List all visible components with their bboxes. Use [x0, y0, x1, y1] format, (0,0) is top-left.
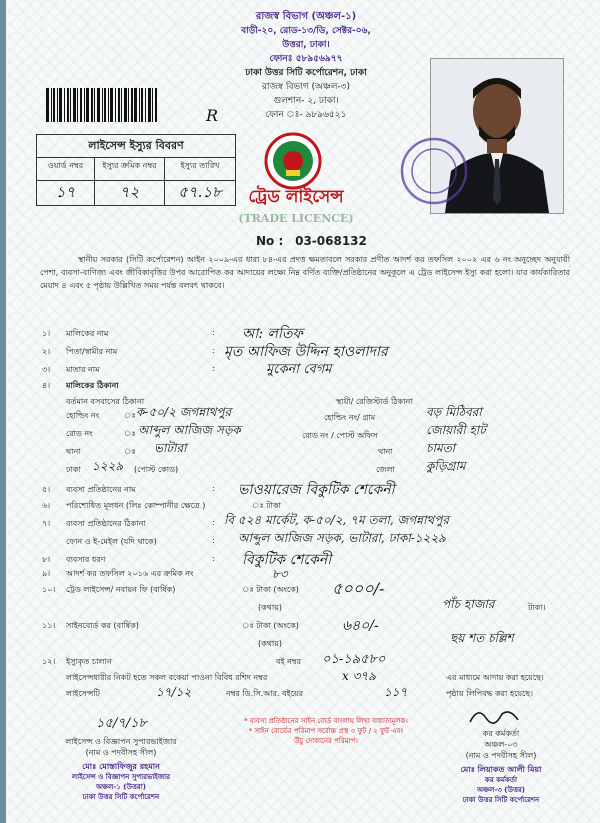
- officer-stamp: [426, 765, 576, 805]
- dcr-value: ১১৭: [384, 685, 408, 699]
- stamp-line: অঞ্চল-৩ (উত্তর): [477, 786, 525, 794]
- round-seal-icon: [399, 136, 469, 206]
- village-label: হোল্ডিং নং/ গ্রাম: [324, 413, 376, 422]
- city-corporation-logo: [264, 132, 322, 190]
- thana-value: ভাটারা: [154, 441, 187, 455]
- authority-line: ফোন ঃ- ৯৮৯৬৫২১: [265, 110, 347, 120]
- supervisor-block: [36, 736, 206, 802]
- thana2-label: থানা: [378, 447, 393, 456]
- officer-block: [426, 728, 576, 805]
- field-label: পরিশোধিত মূলধন (লিঃ কোম্পানীর ক্ষেত্রে ): [66, 501, 206, 510]
- officer-zone: অঞ্চল-০৩: [484, 740, 518, 749]
- field-number: ৩।: [42, 365, 51, 374]
- stamp-line: ঢাকা উত্তর সিটি কর্পোরেশন: [82, 793, 160, 801]
- licence-number-label: No :: [256, 234, 284, 248]
- book-number-label: বই নম্বর: [276, 657, 302, 666]
- field-number: ১১।: [42, 621, 56, 630]
- r-mark: R: [206, 106, 219, 125]
- post-office-label: রোড নং / পোস্ট অফিস: [302, 431, 378, 440]
- capital-value: ঃ টাকা: [252, 501, 281, 510]
- issuer-stamp: [191, 10, 421, 66]
- issuer-stamp-line: রাজস্ব বিভাগ (অঞ্চল-১): [255, 11, 357, 22]
- stamp-line: লাইসেন্স ও বিজ্ঞাপন সুপারভাইজার: [71, 773, 171, 781]
- field-label: ফোন ও ই-মেইল (যদি থাকে): [66, 537, 157, 546]
- signature-icon: [466, 704, 526, 728]
- village-value: বড় মিঠিবরা: [426, 405, 482, 419]
- post-code-value: ১২২৯: [92, 459, 124, 473]
- field-label: ইস্যুকৃত চালান: [66, 657, 112, 666]
- field-number: ৮।: [42, 555, 51, 564]
- post-office-value: জোয়ারী হাট: [426, 423, 486, 437]
- barcode: [46, 88, 181, 122]
- words-label: (কথায়): [258, 639, 283, 648]
- stamp-line: কর কর্মকর্তা: [484, 776, 518, 784]
- issuer-stamp-line: উত্তরা, ঢাকা।: [282, 40, 330, 50]
- licence-fee-words: পাঁচ হাজার: [442, 597, 495, 611]
- present-address-label: বর্তমান বসবাসের ঠিকানা: [66, 397, 145, 406]
- mother-name-value: মুকেনা বেগম: [266, 362, 332, 377]
- stamp-line: ঢাকা উত্তর সিটি কর্পোরেশন: [462, 796, 540, 804]
- colon: :: [212, 364, 215, 373]
- colon: :: [212, 346, 215, 355]
- ward-number-value: ১৭: [37, 181, 95, 205]
- field-number: ৯।: [42, 569, 51, 578]
- logo-emblem-icon: [264, 132, 322, 190]
- footer-notes: [216, 716, 436, 746]
- authority-line: রাজস্ব বিভাগ (অঞ্চল-৩): [261, 82, 351, 92]
- issuer-stamp-line: ফোনঃ ৫৮৯৫৬৯৭৭: [269, 54, 343, 64]
- district-value: কুড়িগ্রাম: [426, 459, 466, 473]
- licence-title-en: (TRADE LICENCE): [238, 212, 354, 225]
- words-label: (কথায়): [258, 603, 283, 612]
- business-name-value: ভাওয়ারেজ বিকুটিক শেকেনী: [238, 482, 395, 498]
- field-label: মালিকের নাম: [66, 329, 109, 338]
- thana2-value: চামতা: [426, 441, 456, 455]
- colon: :: [212, 328, 215, 337]
- field-number: ১।: [42, 329, 51, 338]
- licence-register-value: ১৭/১২: [156, 685, 192, 699]
- field-row: [42, 568, 582, 582]
- supervisor-subtitle: (নাম ও পদবীসহ সীল): [85, 748, 157, 757]
- field-number: ১২।: [42, 657, 56, 666]
- field-row: [42, 484, 582, 500]
- colon: ঃ: [124, 447, 136, 456]
- licence-fee-value: ৫০০০/-: [332, 579, 385, 598]
- stamp-line: অঞ্চল-১ (উত্তরা): [95, 783, 147, 791]
- authority-line: ঢাকা উত্তর সিটি কর্পোরেশন, ঢাকা: [245, 68, 367, 78]
- field-row: [42, 380, 582, 394]
- signboard-tax-value: ৬৪০/-: [342, 618, 379, 634]
- field-label: আদর্শ কর তফসিল ২০১৬ এর ক্রমিক নং: [66, 569, 194, 578]
- footer-note: * ব্যবসা প্রতিষ্ঠানের সাইন বোর্ড বাংলায় লিখা বাধ্যতামূলক।: [244, 717, 408, 725]
- field-row: [42, 597, 582, 616]
- field-number: ৭।: [42, 519, 51, 528]
- field-row: [42, 579, 582, 600]
- colon: ঃ: [124, 411, 136, 420]
- issue-serial-value: ৭২: [95, 181, 165, 205]
- thana-label: থানা: [66, 447, 81, 456]
- district-label: জেলা: [376, 465, 395, 474]
- colon: ঃ: [124, 429, 136, 438]
- field-number: ৪।: [42, 381, 51, 390]
- page-suffix: পৃষ্ঠায় লিপিবদ্ধ করা হয়েছে।: [446, 689, 533, 698]
- road-value: আব্দুল আজিজ সড়ক: [138, 423, 241, 437]
- permanent-address-label: স্থায়ী/ রেজিস্টার্ড ঠিকানা: [336, 397, 413, 406]
- stamp-line: মোঃ মোস্তাফিজুর রহমান: [82, 762, 160, 771]
- issue-date-header: ইস্যুর তারিখ: [180, 161, 220, 170]
- licence-number: [256, 234, 367, 248]
- issue-details-title: লাইসেন্স ইস্যুর বিবরণ: [37, 135, 235, 158]
- signboard-tax-words: ছয় শত চল্লিশ: [450, 631, 514, 645]
- field-label: ব্যবসা প্রতিষ্ঠানের ঠিকানা: [66, 519, 146, 528]
- field-label: ব্যবসার ধরণ: [66, 555, 106, 564]
- stamp-line: মোঃ লিয়াকত আলী মিয়া: [460, 765, 542, 774]
- issue-serial-header: ইস্যুর ক্রমিক নম্বর: [95, 158, 165, 180]
- dues-suffix: এর মাধ্যমে আদায় করা হয়েছে।: [446, 673, 544, 682]
- field-number: ৬।: [42, 501, 51, 510]
- dues-row: [66, 669, 586, 686]
- tax-schedule-value: ৮৩: [272, 567, 288, 581]
- taka-numeric-label: ঃ টাকা (অংকে): [242, 585, 299, 594]
- book-number-value: ০১-১৯৫৮০: [322, 652, 386, 667]
- licence-number-value: 03-068132: [295, 234, 367, 248]
- owner-name-value: আ: লতিফ: [242, 326, 303, 342]
- issue-date-value: ৫৭.১৮: [178, 183, 222, 201]
- field-label: সাইনবোর্ড কর (বার্ষিক): [66, 621, 139, 630]
- supervisor-signature: ১৫/৭/১৮: [96, 716, 147, 731]
- field-number: ১০।: [42, 585, 56, 594]
- business-contact-value: আব্দুল আজিজ সড়ক, ভাটারা, ঢাকা-১২২৯: [238, 531, 446, 545]
- footer-note: * সাইন বোর্ডের পরিমাপ সর্বোচ্চ প্রস্থ ৩ ফুট / ২ ফুট এবং: [248, 727, 404, 735]
- holding-label: হোল্ডিং নং: [66, 411, 100, 420]
- post-code-label: (পোস্ট কোড): [134, 465, 179, 474]
- issuer-stamp-line: বাড়ী-২০, রোড-১৩/ডি, সেক্টর-০৬,: [241, 26, 371, 36]
- dues-text: লাইসেন্সধারীর নিকট হতে সকল বকেয়া পাওনা বিবিধ রশিদ নম্বর: [66, 673, 268, 682]
- authority-header: [191, 66, 421, 122]
- field-label: ব্যবসা প্রতিষ্ঠানের নাম: [66, 485, 136, 494]
- field-label: ট্রেড লাইসেন্স/ নবায়ন ফি (বার্ষিক): [66, 585, 176, 594]
- father-name-value: মৃত আফিজ উদ্দিন হাওলাদার: [224, 344, 388, 360]
- field-label: মাতার নাম: [66, 365, 100, 374]
- taka-suffix: টাকা।: [528, 603, 546, 612]
- taka-numeric-label: ঃ টাকা (অংকে): [242, 621, 299, 630]
- supervisor-stamp: [36, 762, 206, 802]
- officer-title: কর কর্মকর্তা: [482, 729, 520, 738]
- authority-line: গুলশান- ২, ঢাকা।: [273, 96, 339, 106]
- dues-receipt-value: x ৩৭৯: [342, 669, 376, 683]
- intro-paragraph: স্থানীয় সরকার (সিটি কর্পোরেশন) আইন ২০০৯-এর ধারা ৮৪-এর প্রদত্ত ক্ষমতাবলে সরকার প্রণীত আদর্শ কর তফসিল ২০০২ এর ৬ নং অনুচ্ছেদ অনুযায়ী পেশা, ব্যবসা-বাণিজ্য এবং জীবিকাবৃত্তির উপর আরোপিত কর আদায়ের লক্ষ্যে নিম্ন বর্ণিত ব্যক্তি/প্রতিষ্ঠানের অনুকূলে এ ট্রেড লাইসেন্স ইস্যু করা হলো। যার কার্যকারিতার মেয়াদ ৪ এবং ৫ পৃষ্ঠায় উল্লিখিত সময় পর্যন্ত বলবৎ থাকবে।: [40, 255, 570, 290]
- colon: :: [212, 484, 215, 493]
- field-number: ৫।: [42, 485, 51, 494]
- licence-title-bn: ট্রেড লাইসেন্স: [248, 187, 344, 207]
- field-row: [42, 652, 582, 670]
- dhaka-label: ঢাকা: [66, 465, 81, 474]
- field-label: পিতা/স্বামীর নাম: [66, 347, 118, 356]
- supervisor-title: লাইসেন্স ও বিজ্ঞাপন সুপারভাইজার: [65, 737, 177, 746]
- ward-number-header: ওয়ার্ড নম্বর: [37, 158, 95, 180]
- officer-subtitle: (নাম ও পদবীসহ সীল): [465, 751, 537, 760]
- dcr-label: নম্বর ডি.সি.আর. বইয়ের: [226, 689, 304, 698]
- colon: :: [212, 536, 215, 545]
- business-address-value: বি ৫২৪ মার্কেট, ক-৫০/২, ৭ম তলা, জগন্নাথপুর: [224, 513, 449, 527]
- licence-title: [206, 184, 386, 225]
- licence-register-row: [66, 685, 586, 704]
- field-row: [42, 631, 582, 652]
- colon: :: [212, 554, 215, 563]
- colon: :: [212, 518, 215, 527]
- purple-round-seal: [399, 136, 469, 206]
- licence-register-label: লাইসেন্সটি: [66, 689, 100, 698]
- field-row: [42, 364, 582, 380]
- footer-note: উঁচু দোকানের পরিমাপ।: [294, 737, 358, 745]
- business-type-value: বিকুটিক শেকেনী: [242, 552, 332, 568]
- holding-value: ক-৫০/২ জগন্নাথপুর: [136, 405, 232, 419]
- field-label: মালিকের ঠিকানা: [66, 381, 119, 390]
- field-number: ২।: [42, 347, 51, 356]
- road-label: রোড নং: [66, 429, 93, 438]
